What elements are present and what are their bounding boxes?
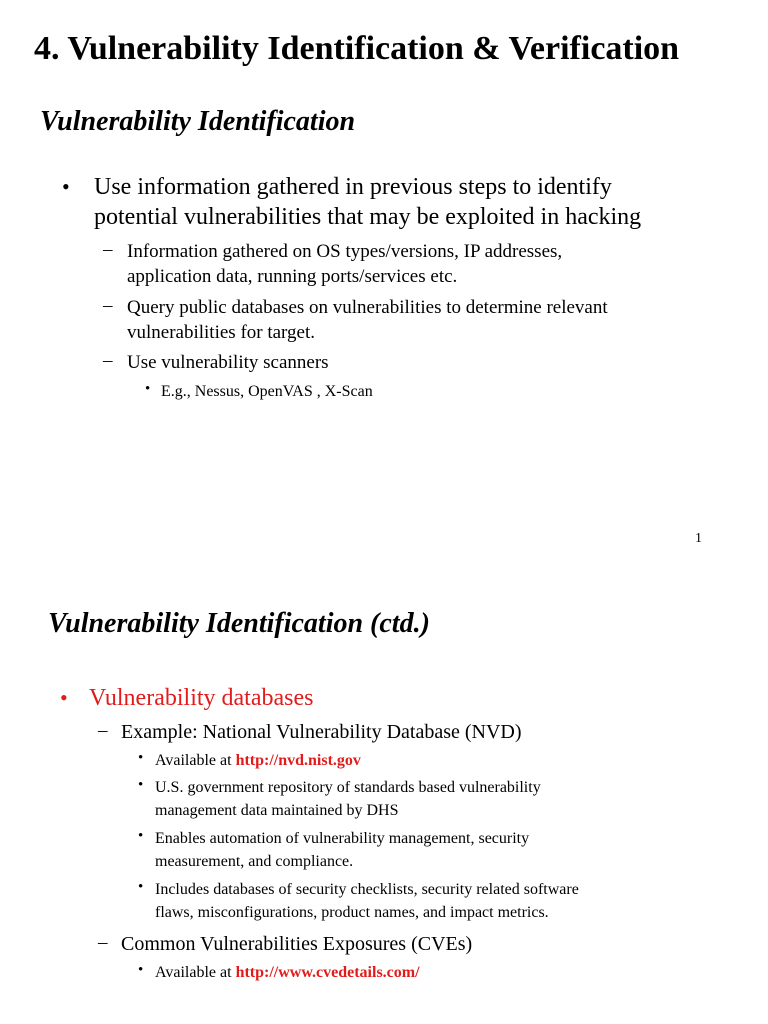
bullet-icon: •	[138, 879, 144, 895]
sub-sub-bullet-text: Enables automation of vulnerability management, security	[155, 830, 530, 847]
sub-bullet-text: vulnerabilities for target.	[127, 322, 316, 343]
slide-subtitle: Vulnerability Identification	[40, 106, 356, 137]
available-label: Available at	[155, 752, 236, 769]
bullet-text: Vulnerability databases	[89, 685, 314, 711]
dash-icon: –	[103, 239, 113, 260]
dash-icon: –	[103, 295, 113, 316]
sub-bullet-text: Information gathered on OS types/versions, IP addresses,	[127, 241, 563, 262]
sub-sub-bullet-text	[155, 961, 420, 984]
bullet-icon: •	[62, 174, 70, 199]
bullet-icon: •	[138, 777, 144, 793]
bullet-icon: •	[60, 685, 68, 710]
slide-title: 4. Vulnerability Identification & Verification	[34, 30, 680, 67]
dash-icon: –	[98, 932, 108, 953]
sub-sub-bullet-text: flaws, misconfigurations, product names, and impact metrics.	[155, 904, 549, 921]
sub-sub-bullet-text: U.S. government repository of standards based vulnerability	[155, 779, 541, 796]
sub-sub-bullet-text	[155, 749, 361, 772]
sub-sub-bullet-text: Includes databases of security checklists, security related software	[155, 881, 579, 898]
sub-bullet-text: Query public databases on vulnerabilities to determine relevant	[127, 297, 608, 318]
bullet-icon: •	[138, 962, 144, 978]
bullet-icon: •	[138, 750, 144, 766]
sub-sub-bullet-text: management data maintained by DHS	[155, 802, 399, 819]
bullet-icon: •	[145, 381, 151, 397]
sub-bullet-text: application data, running ports/services etc.	[127, 266, 458, 287]
nvd-link[interactable]: http://nvd.nist.gov	[235, 752, 361, 769]
dash-icon: –	[103, 350, 113, 371]
slide-title: Vulnerability Identification (ctd.)	[48, 608, 430, 639]
sub-bullet-text: Common Vulnerabilities Exposures (CVEs)	[121, 933, 473, 955]
sub-sub-bullet-text: E.g., Nessus, OpenVAS , X-Scan	[161, 383, 373, 400]
page-number: 1	[695, 531, 702, 546]
available-label: Available at	[155, 964, 236, 981]
bullet-text: potential vulnerabilities that may be exploited in hacking	[94, 204, 642, 230]
dash-icon: –	[98, 720, 108, 741]
bullet-text: Use information gathered in previous steps to identify	[94, 174, 612, 200]
bullet-icon: •	[138, 828, 144, 844]
sub-sub-bullet-text: measurement, and compliance.	[155, 853, 354, 870]
sub-bullet-text: Example: National Vulnerability Database (NVD)	[121, 721, 522, 743]
sub-bullet-text: Use vulnerability scanners	[127, 352, 329, 373]
cve-link[interactable]: http://www.cvedetails.com/	[235, 964, 420, 981]
